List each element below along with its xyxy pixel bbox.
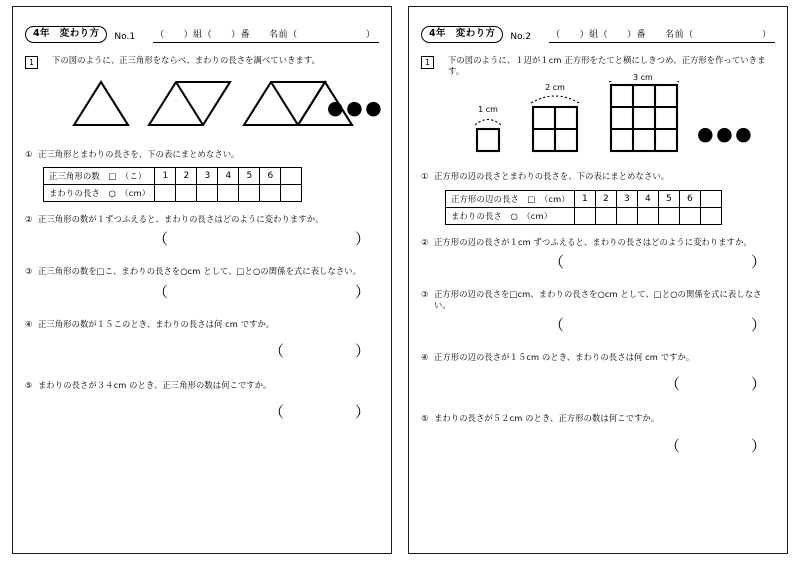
question-2-mark-left: ②: [25, 214, 33, 225]
table-cell[interactable]: [679, 207, 700, 224]
table-cell[interactable]: 1: [155, 168, 176, 185]
worksheet-page-right: [408, 6, 788, 554]
paren-close: ）: [355, 230, 371, 249]
page-number-left: No.1: [114, 32, 136, 42]
data-table-left[interactable]: [43, 167, 302, 202]
table-cell[interactable]: [658, 207, 679, 224]
table-cell[interactable]: 2: [176, 168, 197, 185]
paren-open: （: [153, 282, 169, 301]
table-cell[interactable]: [574, 207, 595, 224]
answer-field-2-right[interactable]: [421, 252, 775, 277]
data-table-right[interactable]: [445, 190, 722, 225]
name-field-close-right: ）: [761, 30, 771, 40]
problem-number-left: 1: [25, 56, 38, 69]
table-cell[interactable]: 2: [595, 190, 616, 207]
answer-field-4-right[interactable]: [421, 377, 775, 399]
table-cell[interactable]: [637, 207, 658, 224]
paren-close: ）: [751, 316, 767, 335]
table-cell[interactable]: 5: [658, 190, 679, 207]
question-3-mark-right: ③: [421, 288, 429, 299]
page-number-right: No.2: [510, 32, 532, 42]
svg-text:1 cm: 1 cm: [478, 105, 498, 115]
question-2-text-left: 正三角形の数が１ずつふえると、まわりの長さはどのように変わりますか。: [38, 214, 324, 225]
paren-close: ）: [355, 402, 371, 421]
question-5-text-left: まわりの長さが３４cm のとき、正三角形の数は何こですか。: [38, 379, 272, 390]
table-cell[interactable]: 1: [574, 190, 595, 207]
question-5-text-right: まわりの長さが５２cm のとき、正方形の数は何こですか。: [434, 413, 660, 424]
question-4-right: [421, 352, 775, 363]
page-header-left: [25, 17, 379, 43]
table-cell[interactable]: [155, 185, 176, 202]
paren-close: ）: [751, 252, 767, 271]
table-cell[interactable]: 4: [218, 168, 239, 185]
question-4-left: [25, 319, 379, 330]
table-row-label: まわりの長さ ○ （cm）: [446, 207, 575, 224]
paren-close: ）: [751, 375, 767, 394]
table-cell[interactable]: 3: [616, 190, 637, 207]
question-1-left: [25, 149, 379, 160]
table-cell[interactable]: [700, 190, 721, 207]
page-title-left: 4年 変わり方: [25, 26, 107, 43]
question-4-text-left: 正三角形の数が１５このとき、まわりの長さは何 cm ですか。: [38, 318, 275, 329]
table-cell[interactable]: 3: [197, 168, 218, 185]
question-2-mark-right: ②: [421, 236, 429, 247]
answer-field-4-left[interactable]: [25, 341, 379, 366]
answer-field-3-right[interactable]: [421, 318, 775, 340]
answer-field-3-left[interactable]: [25, 282, 379, 307]
triangle-figure-svg: [69, 77, 359, 135]
square-figure: [471, 73, 775, 159]
question-3-text-right: 正方形の辺の長さを□cm、まわりの長さを○cm として、□と○の関係を式に表しなさい。: [434, 288, 762, 310]
square-ellipsis: ●●●: [697, 123, 755, 146]
problem-number-right: 1: [421, 56, 434, 69]
paren-open: （: [549, 316, 565, 335]
table-cell[interactable]: [260, 185, 281, 202]
question-1-right: [421, 171, 775, 182]
worksheet-page-left: [12, 6, 392, 554]
question-3-mark-left: ③: [25, 266, 33, 277]
paren-close: ）: [751, 436, 767, 455]
paren-open: （: [549, 252, 565, 271]
name-field-right[interactable]: [549, 26, 775, 43]
problem-text-left: 下の図のように、正三角形をならべ、まわりの長さを調べていきます。: [52, 55, 321, 65]
table-row-label: まわりの長さ ○ （cm）: [44, 185, 155, 202]
page-header-right: [421, 17, 775, 43]
question-1-mark-left: ①: [25, 149, 33, 159]
paren-close: ）: [355, 341, 371, 360]
question-3-right: [421, 289, 775, 311]
paren-open: （: [269, 402, 285, 421]
table-wrapper-left: [43, 167, 379, 202]
paren-open: （: [269, 341, 285, 360]
table-row: [446, 190, 722, 207]
table-row: [446, 207, 722, 224]
question-3-left: [25, 266, 379, 277]
triangle-figure: [69, 77, 385, 137]
name-field-labels-left: （ ）組（ ）番 名前（: [155, 30, 298, 40]
name-field-labels-right: （ ）組（ ）番 名前（: [551, 30, 694, 40]
question-1-text-right: 正方形の辺の長さとまわりの長さを、下の表にまとめなさい。: [434, 171, 670, 182]
paren-close: ）: [355, 282, 371, 301]
question-2-text-right: 正方形の辺の長さが１cm ずつふえると、まわりの長さはどのように変わりますか。: [434, 236, 752, 247]
name-field-left[interactable]: [153, 26, 379, 43]
table-cell[interactable]: [616, 207, 637, 224]
paren-open: （: [665, 436, 681, 455]
question-5-mark-right: ⑤: [421, 413, 429, 424]
table-wrapper-right: [445, 190, 775, 225]
table-cell[interactable]: 4: [637, 190, 658, 207]
name-field-close-left: ）: [365, 30, 375, 40]
question-4-text-right: 正方形の辺の長さが１５cm のとき、まわりの長さは何 cm ですか。: [434, 352, 695, 363]
table-cell[interactable]: [176, 185, 197, 202]
table-row-label: 正三角形の数 □ （こ）: [44, 168, 155, 185]
table-cell[interactable]: [197, 185, 218, 202]
question-3-text-left: 正三角形の数を□こ、まわりの長さを○cm として、□と○の関係を式に表しなさい。: [38, 266, 362, 277]
question-1-text-left: 正三角形とまわりの長さを、下の表にまとめなさい。: [38, 149, 240, 159]
question-4-mark-left: ④: [25, 318, 33, 329]
paren-open: （: [665, 375, 681, 394]
table-row: [44, 185, 302, 202]
question-5-mark-left: ⑤: [25, 379, 33, 390]
answer-field-5-left[interactable]: [25, 402, 379, 427]
question-2-right: [421, 237, 775, 248]
question-1-mark-right: ①: [421, 171, 429, 182]
square-size-label-3: 3 cm: [633, 73, 653, 83]
question-2-left: [25, 214, 379, 225]
question-4-mark-right: ④: [421, 352, 429, 363]
table-cell[interactable]: 6: [679, 190, 700, 207]
table-cell[interactable]: [281, 168, 302, 185]
square-figure-svg: [471, 81, 771, 157]
svg-text:2 cm: 2 cm: [545, 83, 565, 93]
question-5-right: [421, 413, 775, 424]
problem-statement-left: [25, 55, 379, 69]
table-cell[interactable]: [595, 207, 616, 224]
table-cell[interactable]: 5: [239, 168, 260, 185]
table-cell[interactable]: 6: [260, 168, 281, 185]
table-cell[interactable]: [239, 185, 260, 202]
problem-statement-right: [421, 55, 775, 77]
answer-field-2-left[interactable]: [25, 232, 379, 254]
table-row: [44, 168, 302, 185]
paren-open: （: [153, 230, 169, 249]
table-cell[interactable]: [700, 207, 721, 224]
table-cell[interactable]: [281, 185, 302, 202]
triangle-ellipsis: ●●●: [327, 97, 385, 119]
table-row-label: 正方形の辺の長さ □ （cm）: [446, 190, 575, 207]
question-5-left: [25, 380, 379, 391]
answer-field-5-right[interactable]: [421, 436, 775, 461]
page-title-right: 4年 変わり方: [421, 26, 503, 43]
table-cell[interactable]: [218, 185, 239, 202]
problem-text-right: 下の図のように、１辺が１cm 正方形をたてと横にしきつめ、正方形を作っていきます。: [448, 55, 766, 77]
